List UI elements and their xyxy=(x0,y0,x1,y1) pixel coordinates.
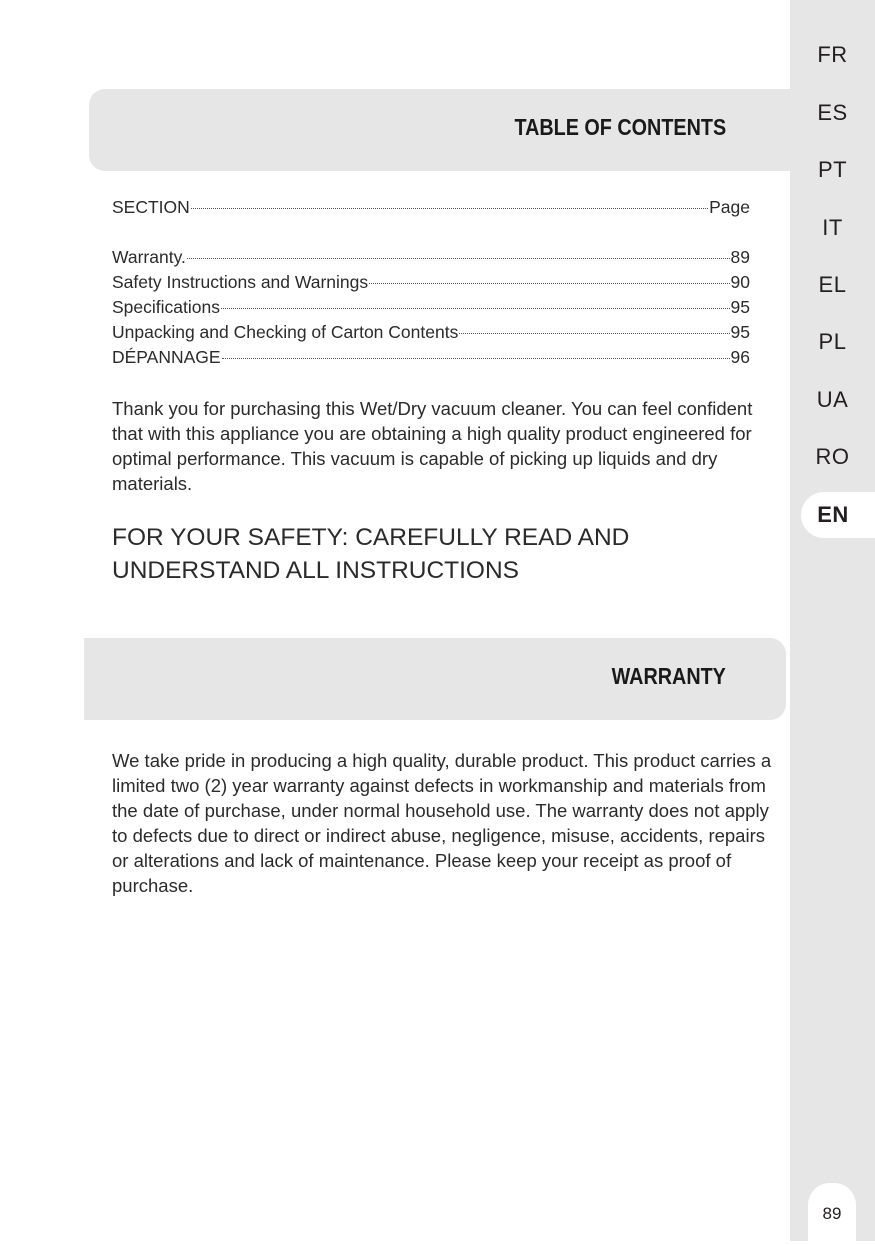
toc-leader-dots xyxy=(369,283,729,284)
language-tab-ua[interactable]: UA xyxy=(816,387,849,412)
toc-page-label: Page xyxy=(709,197,750,217)
toc-leader-dots xyxy=(221,308,730,309)
toc-entry-page: 95 xyxy=(730,297,750,317)
safety-notice: FOR YOUR SAFETY: CAREFULLY READ AND UNDERSTAND ALL INSTRUCTIONS xyxy=(112,524,630,584)
toc-section-label: SECTION xyxy=(112,197,190,217)
language-tab-en-active[interactable]: EN xyxy=(801,492,875,538)
toc-entry-label: Unpacking and Checking of Carton Contents xyxy=(112,322,459,342)
language-tab-it[interactable]: IT xyxy=(822,215,843,240)
toc-entry[interactable] xyxy=(112,347,750,371)
toc-leader-dots xyxy=(222,358,730,359)
intro-paragraph: Thank you for purchasing this Wet/Dry vacuum cleaner. You can feel confident that with this appliance you are obtaining a high quality product engineered for optimal performance. This vacuum is capable of picking up liquids and dry materials. xyxy=(112,398,753,494)
toc-entry-page: 95 xyxy=(730,322,750,342)
toc-entry-page: 89 xyxy=(730,247,750,267)
warranty-title: WARRANTY xyxy=(611,663,726,689)
toc-header-row xyxy=(112,197,750,221)
language-tab-fr[interactable]: FR xyxy=(817,42,848,67)
warranty-paragraph: We take pride in producing a high quality, durable product. This product carries a limited two (2) year warranty against defects in workmanship and materials from the date of purchase, under normal household use. The warranty does not apply to defects due to direct or indirect abuse, negligence, misuse, accidents, repairs or alterations and lack of maintenance. Please keep your receipt as proof of purchase. xyxy=(112,750,772,896)
language-sidebar xyxy=(790,0,875,1241)
toc-entry-page: 90 xyxy=(730,272,750,292)
toc-leader-dots xyxy=(187,258,730,259)
language-tab-es[interactable]: ES xyxy=(817,100,848,125)
language-tab-pl[interactable]: PL xyxy=(818,329,847,354)
toc-entry[interactable] xyxy=(112,272,750,296)
toc-entry-label: Specifications xyxy=(112,297,220,317)
toc-entry[interactable] xyxy=(112,322,750,346)
language-tab-el[interactable]: EL xyxy=(818,272,847,297)
toc-entry-label: DÉPANNAGE xyxy=(112,347,221,367)
toc-entry[interactable] xyxy=(112,247,750,271)
language-tab-ro[interactable]: RO xyxy=(815,444,850,469)
toc-title: TABLE OF CONTENTS xyxy=(514,114,726,140)
toc-leader-dots xyxy=(459,333,729,334)
toc-entry-page: 96 xyxy=(730,347,750,367)
toc-entry-label: Safety Instructions and Warnings xyxy=(112,272,369,292)
toc-entry-label: Warranty. xyxy=(112,247,186,267)
page-number: 89 xyxy=(808,1183,856,1241)
toc-entry[interactable] xyxy=(112,297,750,321)
language-tab-pt[interactable]: PT xyxy=(817,157,848,182)
toc-leader-dots xyxy=(191,208,708,209)
